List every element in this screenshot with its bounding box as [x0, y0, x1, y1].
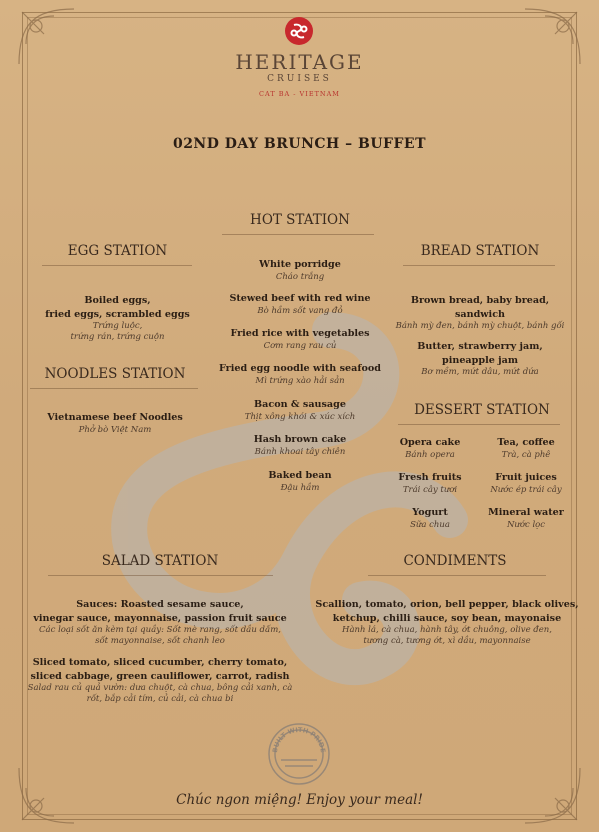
item-sub: Đậu hầm [280, 482, 320, 493]
item-name: Scallion, tomato, orion, bell pepper, black olives, [315, 599, 579, 610]
stamp-text: BUILT WITH PRIDE [270, 725, 328, 754]
item-name: Tea, coffee [497, 437, 555, 448]
item-name: Fried rice with vegetables [230, 328, 370, 339]
brand-sub: CRUISES [267, 74, 332, 84]
item-sub: Salad rau củ quả vườn: dưa chuột, cà chua, bông cải xanh, cà [27, 683, 293, 693]
item-sub: Cháo trắng [275, 271, 325, 282]
divider [48, 575, 273, 576]
list-item [205, 292, 395, 327]
item-name: vinegar sauce, mayonnaise, passion fruit sauce [33, 612, 287, 624]
station-hot: HOT STATION [250, 212, 350, 228]
item-name: Baked bean [268, 470, 332, 481]
item-sub: Thịt xông khói & xúc xích [244, 411, 356, 422]
dessert-item [478, 471, 574, 496]
item-name: Yogurt [412, 507, 448, 518]
condiments-item [315, 598, 579, 647]
station-noodles: NOODLES STATION [44, 366, 186, 382]
item-sub: Trà, cà phê [501, 449, 551, 460]
item-sub: Phở bò Việt Nam [78, 424, 152, 435]
list-item [25, 656, 295, 705]
item-sub: Các loại sốt ăn kèm tại quầy: Sốt mè rang, sốt dầu dấm, [39, 625, 281, 635]
brand-name: HERITAGE [235, 50, 364, 74]
item-name: pineapple jam [442, 354, 518, 366]
item-sub: Bò hầm sốt vang đỏ [257, 305, 343, 316]
station-salad: SALAD STATION [101, 553, 219, 569]
list-item [25, 598, 295, 656]
station-dessert: DESSERT STATION [414, 402, 550, 418]
item-name: Bacon & sausage [254, 399, 346, 410]
divider [222, 234, 374, 235]
brand-location: CAT BA - VIETNAM [259, 90, 340, 98]
item-name: Brown bread, baby bread, [410, 295, 550, 306]
list-item [205, 398, 395, 433]
dessert-item [478, 506, 574, 531]
divider [403, 265, 555, 266]
item-sub: Bánh mỳ đen, bánh mỳ chuột, bánh gối [395, 321, 565, 331]
item-name: sliced cabbage, green cauliflower, carrot, radish [30, 670, 290, 682]
list-item [205, 469, 395, 494]
dessert-item [385, 436, 475, 461]
item-name: Fried egg noodle with seafood [219, 363, 381, 374]
built-with-pride-stamp-icon [265, 720, 333, 788]
item-name: Hash brown cake [253, 434, 347, 445]
item-sub: Bánh khoai tây chiên [254, 446, 346, 457]
noodles-item [30, 411, 200, 436]
item-name: Opera cake [399, 437, 461, 448]
divider [30, 388, 198, 389]
item-name: Stewed beef with red wine [229, 293, 371, 304]
item-sub: Bơ mềm, mứt dâu, mứt dứa [421, 367, 539, 377]
item-sub: Trứng luộc, [92, 321, 143, 331]
list-item [395, 294, 565, 340]
item-name: Sliced tomato, sliced cucumber, cherry tomato, [32, 657, 288, 668]
item-name: fried eggs, scrambled eggs [45, 308, 190, 320]
brand-logo-icon [285, 17, 313, 45]
list-item [205, 258, 395, 292]
salad-list [25, 598, 295, 705]
item-name: White porridge [259, 259, 341, 270]
item-name: Boiled eggs, [84, 295, 151, 306]
station-egg: EGG STATION [67, 243, 168, 259]
item-sub: trứng rán, trứng cuộn [70, 332, 165, 342]
hot-list [205, 258, 395, 494]
item-name: Mineral water [488, 507, 564, 518]
item-sub: sốt mayonnaise, sốt chanh leo [95, 636, 225, 646]
item-name: Fresh fruits [398, 472, 462, 483]
item-sub: Trái cây tươi [402, 484, 458, 495]
dessert-item [385, 471, 475, 496]
list-item [205, 433, 395, 469]
item-name: Vietnamese beef Noodles [47, 412, 183, 423]
list-item [395, 340, 565, 378]
item-sub: Sữa chua [410, 519, 450, 530]
footer-message: Chúc ngon miệng! Enjoy your meal! [176, 792, 423, 808]
divider [398, 424, 560, 425]
dessert-item [385, 506, 475, 531]
item-sub: rốt, bắp cải tím, củ cải, cà chua bi [86, 694, 234, 704]
item-name: Sauces: Roasted sesame sauce, [76, 599, 244, 610]
item-name: ketchup, chilli sauce, soy bean, mayonaise [332, 612, 562, 624]
station-condiments: CONDIMENTS [403, 553, 507, 569]
divider [42, 265, 192, 266]
divider [368, 575, 546, 576]
dessert-item [478, 436, 574, 461]
list-item [205, 327, 395, 362]
item-sub: Nước lọc [506, 519, 546, 530]
item-sub: Mì trứng xào hải sản [255, 375, 345, 386]
item-sub: Nước ép trái cây [490, 484, 562, 495]
list-item [205, 362, 395, 398]
egg-item [30, 294, 205, 343]
item-name: sandwich [454, 308, 506, 320]
item-name: Butter, strawberry jam, [417, 341, 543, 352]
station-bread: BREAD STATION [420, 243, 540, 259]
bread-list [395, 294, 565, 378]
item-sub: Bánh opera [405, 449, 455, 460]
item-name: Fruit juices [495, 472, 557, 483]
item-sub: Cơm rang rau củ [263, 340, 337, 351]
item-sub: tương cà, tương ớt, xì dầu, mayonnaise [363, 636, 531, 646]
menu-title: 02ND DAY BRUNCH – BUFFET [172, 136, 427, 152]
item-sub: Hành lá, cà chua, hành tây, ớt chuông, olive đen, [342, 625, 552, 635]
